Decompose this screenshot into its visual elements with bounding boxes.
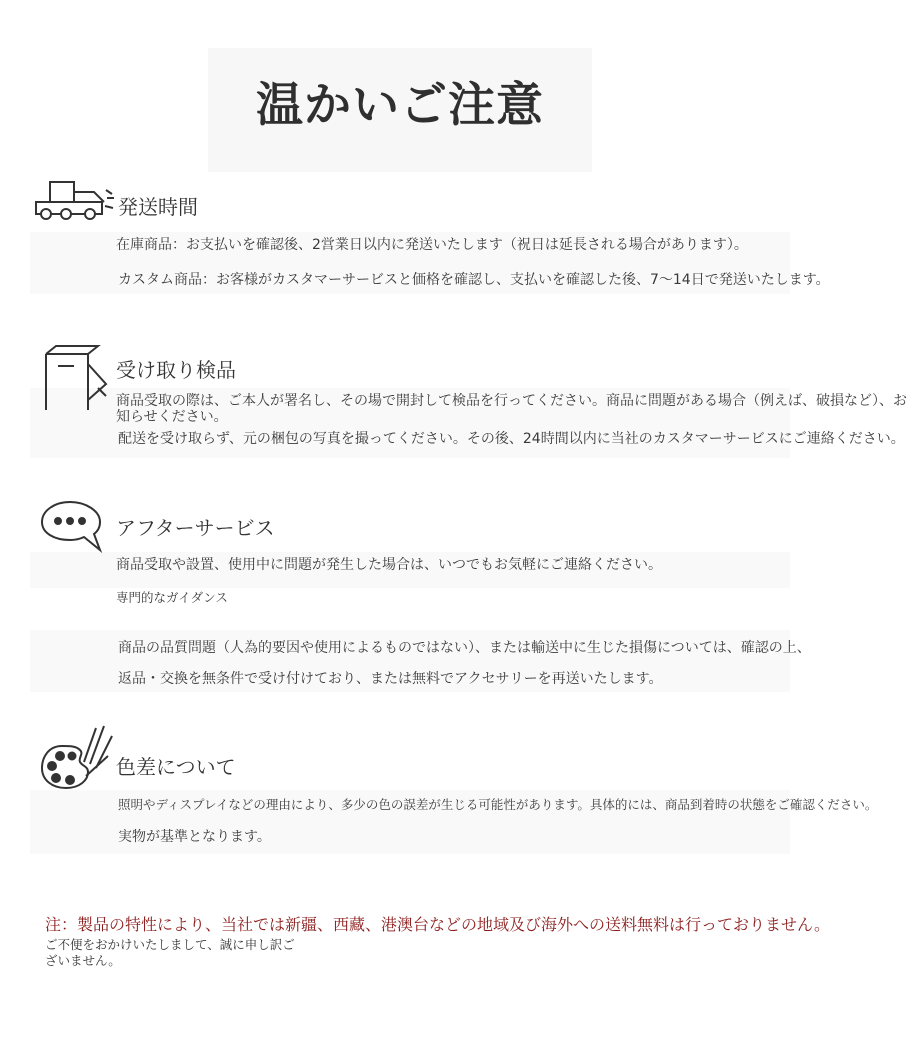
- section-text: 照明やディスプレイなどの理由により、多少の色の誤差が生じる可能性があります。具体的には、商品到着時の状態をご確認ください。: [118, 797, 878, 812]
- section-heading: アフターサービス: [116, 516, 275, 540]
- apology-note: ご不便をおかけいたしまして、誠に申し訳ございません。: [45, 937, 295, 968]
- section-text: 商品受取や設置、使用中に問題が発生した場合は、いつでもお気軽にご連絡ください。: [116, 557, 662, 573]
- section-text: 在庫商品：お支払いを確認後、2営業日以内に発送いたします（祝日は延長される場合があります）。: [116, 237, 748, 253]
- speech-bubble-icon: [40, 500, 104, 554]
- paint-palette-icon: [40, 722, 116, 792]
- box-icon: [40, 344, 110, 414]
- section-text: 商品の品質問題（人為的要因や使用によるものではない）、または輸送中に生じた損傷については、確認の上、: [118, 640, 811, 656]
- page-title: 温かいご注意: [256, 78, 544, 133]
- section-heading: 受け取り検品: [116, 358, 236, 382]
- section-text: カスタム商品：お客様がカスタマーサービスと価格を確認し、支払いを確認した後、7〜14日で発送いたします。: [118, 272, 830, 288]
- section-text: 商品受取の際は、ご本人が署名し、その場で開封して検品を行ってください。商品に問題がある場合（例えば、破損など）、お知らせください。: [116, 393, 907, 426]
- title-box: [208, 48, 592, 172]
- shipping-note: 注：製品の特性により、当社では新疆、西藏、港澳台などの地域及び海外への送料無料は行っておりません。: [45, 915, 830, 934]
- section-heading: 色差について: [116, 755, 236, 779]
- section-text: 返品・交換を無条件で受け付けており、または無料でアクセサリーを再送いたします。: [118, 671, 663, 687]
- truck-icon: [34, 180, 116, 224]
- section-heading: 発送時間: [118, 195, 198, 219]
- section-text: 実物が基準となります。: [118, 829, 271, 845]
- section-text: 専門的なガイダンス: [116, 590, 228, 605]
- section-text: 配送を受け取らず、元の梱包の写真を撮ってください。その後、24時間以内に当社のカスタマーサービスにご連絡ください。: [118, 431, 905, 447]
